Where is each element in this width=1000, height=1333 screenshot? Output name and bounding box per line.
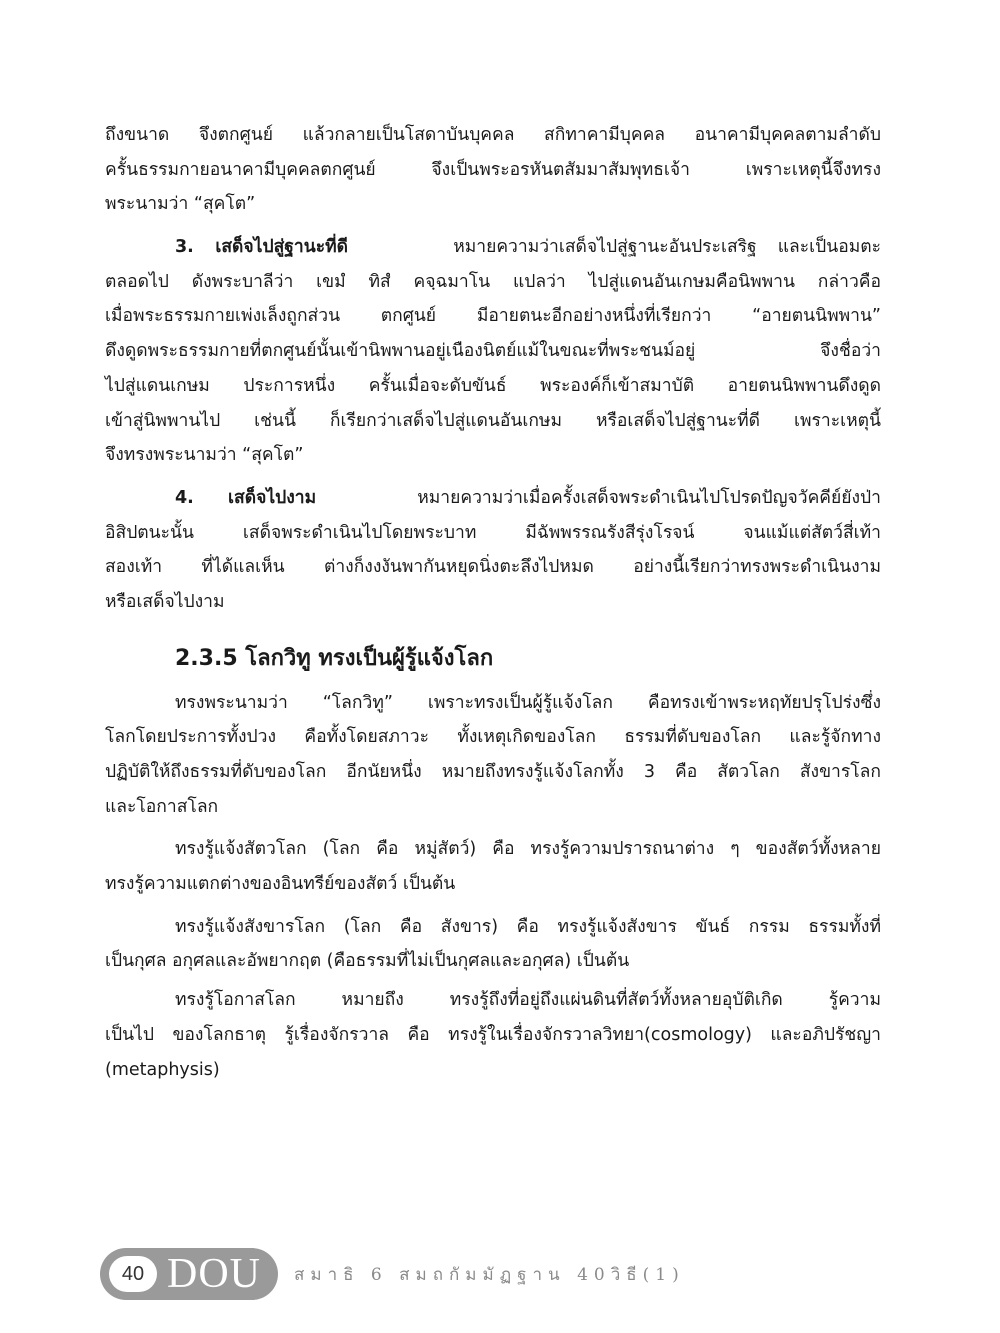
text-line: ทรงรู้แจ้งสัตวโลก (โลก คือ หมู่สัตว์) คือ ทรงรู้ความปรารถนาต่าง ๆ ของสัตว์ทั้งหลาย — [175, 839, 881, 860]
text-line: เมื่อพระธรรมกายเพ่งเล็งถูกส่วน ตกศูนย์ มีอายตนะอีกอย่างหนึ่งที่เรียกว่า “อายตนนิพพาน” — [105, 306, 881, 327]
paragraph-sankharaloka — [105, 910, 881, 979]
text-line: ถึงขนาด จึงตกศูนย์ แล้วกลายเป็นโสดาบันบุคคล สกิทาคามีบุคคล อนาคามีบุคคลตามลำดับ — [105, 125, 881, 145]
text-line: เข้าสู่นิพพานไป เช่นนี้ ก็เรียกว่าเสด็จไปสู่แดนอันเกษม หรือเสด็จไปสู่ฐานะที่ดี เพราะเหตุนี้ — [105, 410, 881, 431]
item-label: 4. เสด็จไปงาม — [175, 487, 317, 508]
item-label: 3. เสด็จไปสู่ฐานะที่ดี — [175, 237, 349, 258]
text-line: ทรงพระนามว่า “โลกวิทู” เพราะทรงเป็นผู้รู้แจ้งโลก คือทรงเข้าพระหฤทัยปรุโปร่งซึ่ง — [175, 692, 881, 713]
text-line: ตลอดไป ดังพระบาลีว่า เขมํ ทิสํ คจฺฉมาโน แปลว่า ไปสู่แดนอันเกษมคือนิพพาน กล่าวคือ — [105, 271, 881, 292]
text-line: ไปสู่แดนเกษม ประการหนึ่ง ครั้นเมื่อจะดับขันธ์ พระองค์ก็เข้าสมาบัติ อายตนนิพพานดึงดูด — [105, 375, 881, 396]
text-line: โลกโดยประการทั้งปวง คือทั้งโดยสภาวะ ทั้งเหตุเกิดของโลก ธรรมที่ดับของโลก และรู้จักทาง — [105, 727, 881, 748]
footer-badge — [100, 1248, 278, 1300]
text-line: เป็นไป ของโลกธาตุ รู้เรื่องจักรวาล คือ ทรงรู้ในเรื่องจักรวาลวิทยา(cosmology) และอภิปรัชญา — [105, 1024, 881, 1045]
text-line: ดึงดูดพระธรรมกายที่ตกศูนย์นั้นเข้านิพพานอยู่เนืองนิตย์แม้ในขณะที่พระชนม์อยู่ จึงชื่อว่า — [105, 341, 881, 362]
text-line: สองเท้า ที่ได้แลเห็น ต่างก็งงงันพากันหยุดนิ่งตะลึงไปหมด อย่างนี้เรียกว่าทรงพระดำเนินงาม — [105, 557, 881, 578]
text-line: จึงทรงพระนามว่า “สุคโต” — [105, 445, 304, 466]
text-line — [105, 230, 881, 265]
text-line: หรือเสด็จไปงาม — [105, 591, 225, 612]
text-line: ทรงรู้แจ้งสังขารโลก (โลก คือ สังขาร) คือ ทรงรู้แจ้งสังขาร ขันธ์ กรรม ธรรมทั้งที่ — [175, 916, 881, 937]
text-line: เป็นกุศล อกุศลและอัพยากฤต (คือธรรมที่ไม่เป็นกุศลและอกุศล) เป็นต้น — [105, 951, 630, 972]
text-line: ครั้นธรรมกายอนาคามีบุคคลตกศูนย์ จึงเป็นพระอรหันตสัมมาสัมพุทธเจ้า เพราะเหตุนี้จึงทรง — [105, 159, 881, 180]
text-line: ทรงรู้ความแตกต่างของอินทรีย์ของสัตว์ เป็นต้น — [105, 874, 456, 895]
book-title: สมาธิ 6 สมถกัมมัฏฐาน 40วิธี(1) — [294, 1264, 685, 1285]
text-line: พระนามว่า “สุคโต” — [105, 194, 256, 215]
section-heading: 2.3.5 โลกวิทู ทรงเป็นผู้รู้แจ้งโลก — [175, 645, 494, 671]
text-line — [105, 481, 881, 516]
text-line: ทรงรู้โอกาสโลก หมายถึง ทรงรู้ถึงที่อยู่ถึงแผ่นดินที่สัตว์ทั้งหลายอุบัติเกิด รู้ความ — [175, 990, 881, 1011]
text-line: อิสิปตนะนั้น เสด็จพระดำเนินไปโดยพระบาท มีฉัพพรรณรังสีรุ่งโรจน์ จนแม้แต่สัตว์สี่เท้า — [105, 522, 881, 543]
page-body — [105, 118, 881, 1087]
text-line: ปฏิบัติให้ถึงธรรมที่ดับของโลก อีกนัยหนึ่ง หมายถึงทรงรู้แจ้งโลกทั้ง 3 คือ สัตวโลก สังขารโลก — [105, 762, 881, 782]
text-line: และโอกาสโลก — [105, 796, 219, 817]
paragraph-okasaloka — [105, 983, 881, 1087]
text-line: (metaphysis) — [105, 1059, 220, 1080]
paragraph-item-3 — [105, 230, 881, 473]
paragraph-item-4 — [105, 481, 881, 620]
dou-logo: DOU — [167, 1251, 261, 1297]
paragraph-satvaloka — [105, 832, 881, 901]
paragraph-1 — [105, 118, 881, 222]
page-footer — [100, 1248, 685, 1300]
item-text: หมายความว่าเมื่อครั้งเสด็จพระดำเนินไปโปรดปัญจวัคคีย์ยังป่า — [417, 487, 881, 508]
item-text: หมายความว่าเสด็จไปสู่ฐานะอันประเสริฐ และเป็นอมตะ — [453, 237, 881, 258]
paragraph-lokavidu — [105, 686, 881, 825]
page-number: 40 — [109, 1256, 157, 1292]
